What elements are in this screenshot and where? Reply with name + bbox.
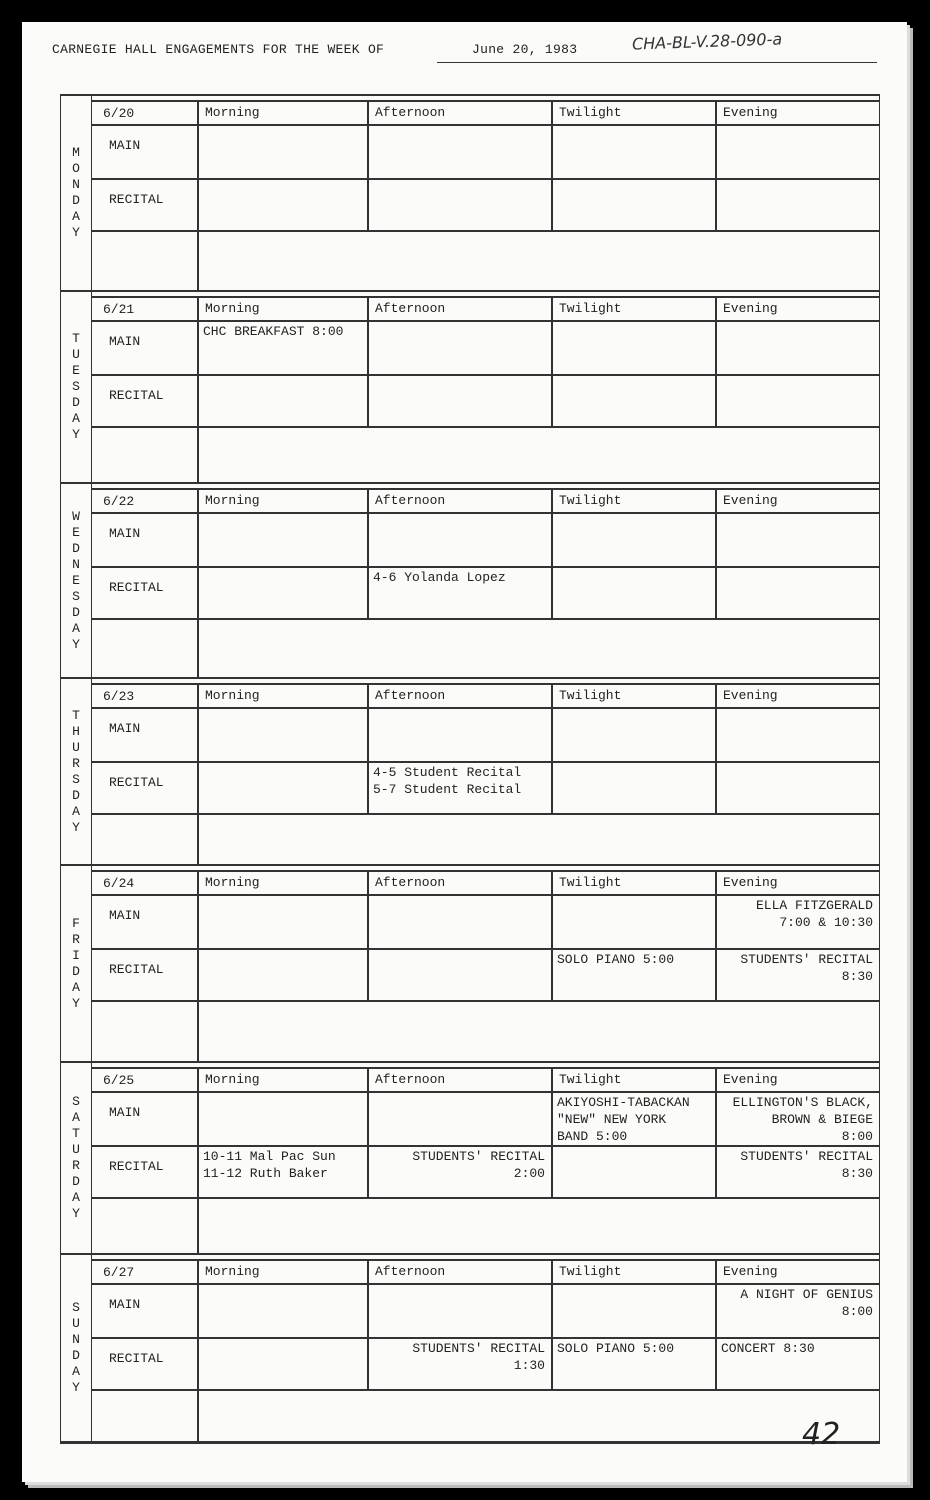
column-header-twilight: Twilight bbox=[559, 105, 622, 120]
day-block-wednesday bbox=[61, 484, 879, 679]
day-date: 6/24 bbox=[103, 876, 135, 891]
main-row-rule bbox=[91, 948, 879, 950]
column-header-rule bbox=[91, 894, 879, 896]
row-label-main: MAIN bbox=[109, 334, 141, 349]
header-title: CARNEGIE HALL ENGAGEMENTS FOR THE WEEK OF bbox=[52, 42, 385, 57]
main-row-rule bbox=[91, 178, 879, 180]
time-column-divider bbox=[367, 488, 369, 618]
day-name-label: T H U R S D A Y bbox=[61, 679, 92, 864]
day-date: 6/27 bbox=[103, 1265, 135, 1280]
column-header-evening: Evening bbox=[723, 493, 778, 508]
time-column-divider bbox=[715, 296, 717, 426]
column-header-twilight: Twilight bbox=[559, 1072, 622, 1087]
day-date: 6/21 bbox=[103, 302, 135, 317]
day-name-label: M O N D A Y bbox=[61, 96, 92, 290]
schedule-entry-recital-afternoon: 4-5 Student Recital 5-7 Student Recital bbox=[373, 765, 522, 797]
schedule-entry-recital-evening: STUDENTS' RECITAL 8:30 bbox=[740, 952, 873, 984]
schedule-entry-main-twilight: AKIYOSHI-TABACKAN "NEW" NEW YORK BAND 5:00 bbox=[557, 1095, 690, 1144]
main-row-rule bbox=[91, 761, 879, 763]
day-name-label: F R I D A Y bbox=[61, 866, 92, 1061]
label-column-divider bbox=[197, 1067, 199, 1253]
column-header-twilight: Twilight bbox=[559, 688, 622, 703]
day-block-saturday bbox=[61, 1063, 879, 1255]
row-label-main: MAIN bbox=[109, 526, 141, 541]
page-number: 42 bbox=[802, 1417, 841, 1452]
day-block-monday bbox=[61, 96, 879, 292]
recital-row-rule bbox=[91, 426, 879, 428]
label-column-divider bbox=[197, 100, 199, 290]
label-column-divider bbox=[197, 296, 199, 482]
column-header-twilight: Twilight bbox=[559, 1264, 622, 1279]
schedule-entry-recital-evening: STUDENTS' RECITAL 8:30 bbox=[740, 1149, 873, 1181]
day-name-label: T U E S D A Y bbox=[61, 292, 92, 482]
time-column-divider bbox=[367, 683, 369, 813]
time-column-divider bbox=[715, 100, 717, 230]
row-label-recital: RECITAL bbox=[109, 1351, 164, 1366]
column-header-morning: Morning bbox=[205, 301, 260, 316]
week-date: June 20, 1983 bbox=[472, 42, 578, 57]
label-column-divider bbox=[197, 488, 199, 677]
time-column-divider bbox=[367, 870, 369, 1000]
column-header-afternoon: Afternoon bbox=[375, 105, 446, 120]
row-label-recital: RECITAL bbox=[109, 192, 164, 207]
schedule-entry-main-morning: CHC BREAKFAST 8:00 bbox=[203, 324, 344, 339]
schedule-entry-recital-evening: CONCERT 8:30 bbox=[721, 1341, 815, 1356]
column-header-twilight: Twilight bbox=[559, 301, 622, 316]
schedule-entry-recital-twilight: SOLO PIANO 5:00 bbox=[557, 952, 675, 967]
recital-row-rule bbox=[91, 618, 879, 620]
column-header-rule bbox=[91, 1091, 879, 1093]
row-label-recital: RECITAL bbox=[109, 580, 164, 595]
day-date: 6/20 bbox=[103, 106, 135, 121]
schedule-entry-recital-afternoon: 4-6 Yolanda Lopez bbox=[373, 570, 506, 585]
top-rule bbox=[91, 1067, 879, 1069]
column-header-twilight: Twilight bbox=[559, 493, 622, 508]
row-label-main: MAIN bbox=[109, 138, 141, 153]
time-column-divider bbox=[551, 1067, 553, 1197]
top-rule bbox=[91, 488, 879, 490]
column-header-afternoon: Afternoon bbox=[375, 301, 446, 316]
main-row-rule bbox=[91, 374, 879, 376]
main-row-rule bbox=[91, 1145, 879, 1147]
column-header-afternoon: Afternoon bbox=[375, 493, 446, 508]
column-header-rule bbox=[91, 512, 879, 514]
schedule-grid bbox=[60, 94, 880, 1444]
top-rule bbox=[91, 1259, 879, 1261]
column-header-evening: Evening bbox=[723, 688, 778, 703]
document-header bbox=[52, 42, 578, 57]
day-name-label: W E D N E S D A Y bbox=[61, 484, 92, 677]
main-row-rule bbox=[91, 1337, 879, 1339]
column-header-morning: Morning bbox=[205, 105, 260, 120]
time-column-divider bbox=[551, 1259, 553, 1389]
time-column-divider bbox=[551, 870, 553, 1000]
column-header-rule bbox=[91, 124, 879, 126]
column-header-morning: Morning bbox=[205, 688, 260, 703]
time-column-divider bbox=[367, 1067, 369, 1197]
row-label-main: MAIN bbox=[109, 1105, 141, 1120]
time-column-divider bbox=[551, 488, 553, 618]
column-header-evening: Evening bbox=[723, 1264, 778, 1279]
time-column-divider bbox=[715, 870, 717, 1000]
row-label-recital: RECITAL bbox=[109, 388, 164, 403]
row-label-main: MAIN bbox=[109, 908, 141, 923]
column-header-afternoon: Afternoon bbox=[375, 688, 446, 703]
schedule-entry-main-evening: ELLINGTON'S BLACK, BROWN & BIEGE 8:00 bbox=[732, 1095, 873, 1144]
time-column-divider bbox=[367, 296, 369, 426]
time-column-divider bbox=[551, 296, 553, 426]
row-label-recital: RECITAL bbox=[109, 1159, 164, 1174]
column-header-evening: Evening bbox=[723, 875, 778, 890]
header-underline bbox=[437, 62, 877, 63]
time-column-divider bbox=[551, 100, 553, 230]
label-column-divider bbox=[197, 870, 199, 1061]
time-column-divider bbox=[715, 1067, 717, 1197]
top-rule bbox=[91, 683, 879, 685]
column-header-afternoon: Afternoon bbox=[375, 1264, 446, 1279]
schedule-entry-main-evening: ELLA FITZGERALD 7:00 & 10:30 bbox=[755, 898, 873, 930]
row-label-recital: RECITAL bbox=[109, 962, 164, 977]
time-column-divider bbox=[367, 100, 369, 230]
row-label-main: MAIN bbox=[109, 1297, 141, 1312]
day-name-label: S A T U R D A Y bbox=[61, 1063, 92, 1253]
recital-row-rule bbox=[91, 813, 879, 815]
day-name-label: S U N D A Y bbox=[61, 1255, 92, 1441]
archive-id: CHA-BL-V.28-090-a bbox=[631, 29, 783, 54]
label-column-divider bbox=[197, 683, 199, 864]
column-header-rule bbox=[91, 320, 879, 322]
day-date: 6/23 bbox=[103, 689, 135, 704]
day-date: 6/22 bbox=[103, 494, 135, 509]
day-block-tuesday bbox=[61, 292, 879, 484]
column-header-rule bbox=[91, 1283, 879, 1285]
top-rule bbox=[91, 100, 879, 102]
document-page bbox=[22, 22, 907, 1482]
top-rule bbox=[91, 296, 879, 298]
schedule-entry-recital-afternoon: STUDENTS' RECITAL 1:30 bbox=[412, 1341, 545, 1373]
column-header-morning: Morning bbox=[205, 1072, 260, 1087]
schedule-entry-main-evening: A NIGHT OF GENIUS 8:00 bbox=[740, 1287, 873, 1319]
column-header-afternoon: Afternoon bbox=[375, 1072, 446, 1087]
column-header-evening: Evening bbox=[723, 1072, 778, 1087]
column-header-twilight: Twilight bbox=[559, 875, 622, 890]
column-header-morning: Morning bbox=[205, 493, 260, 508]
recital-row-rule bbox=[91, 1197, 879, 1199]
time-column-divider bbox=[715, 488, 717, 618]
row-label-main: MAIN bbox=[109, 721, 141, 736]
label-column-divider bbox=[197, 1259, 199, 1441]
time-column-divider bbox=[715, 683, 717, 813]
time-column-divider bbox=[715, 1259, 717, 1389]
main-row-rule bbox=[91, 566, 879, 568]
column-header-morning: Morning bbox=[205, 875, 260, 890]
time-column-divider bbox=[551, 683, 553, 813]
recital-row-rule bbox=[91, 1389, 879, 1391]
column-header-evening: Evening bbox=[723, 105, 778, 120]
day-block-friday bbox=[61, 866, 879, 1063]
top-rule bbox=[91, 870, 879, 872]
schedule-entry-recital-afternoon: STUDENTS' RECITAL 2:00 bbox=[412, 1149, 545, 1181]
column-header-evening: Evening bbox=[723, 301, 778, 316]
recital-row-rule bbox=[91, 1000, 879, 1002]
column-header-morning: Morning bbox=[205, 1264, 260, 1279]
day-block-sunday bbox=[61, 1255, 879, 1443]
column-header-rule bbox=[91, 707, 879, 709]
column-header-afternoon: Afternoon bbox=[375, 875, 446, 890]
recital-row-rule bbox=[91, 230, 879, 232]
day-date: 6/25 bbox=[103, 1073, 135, 1088]
schedule-entry-recital-twilight: SOLO PIANO 5:00 bbox=[557, 1341, 675, 1356]
time-column-divider bbox=[367, 1259, 369, 1389]
schedule-entry-recital-morning: 10-11 Mal Pac Sun 11-12 Ruth Baker bbox=[203, 1149, 336, 1181]
day-block-thursday bbox=[61, 679, 879, 866]
row-label-recital: RECITAL bbox=[109, 775, 164, 790]
